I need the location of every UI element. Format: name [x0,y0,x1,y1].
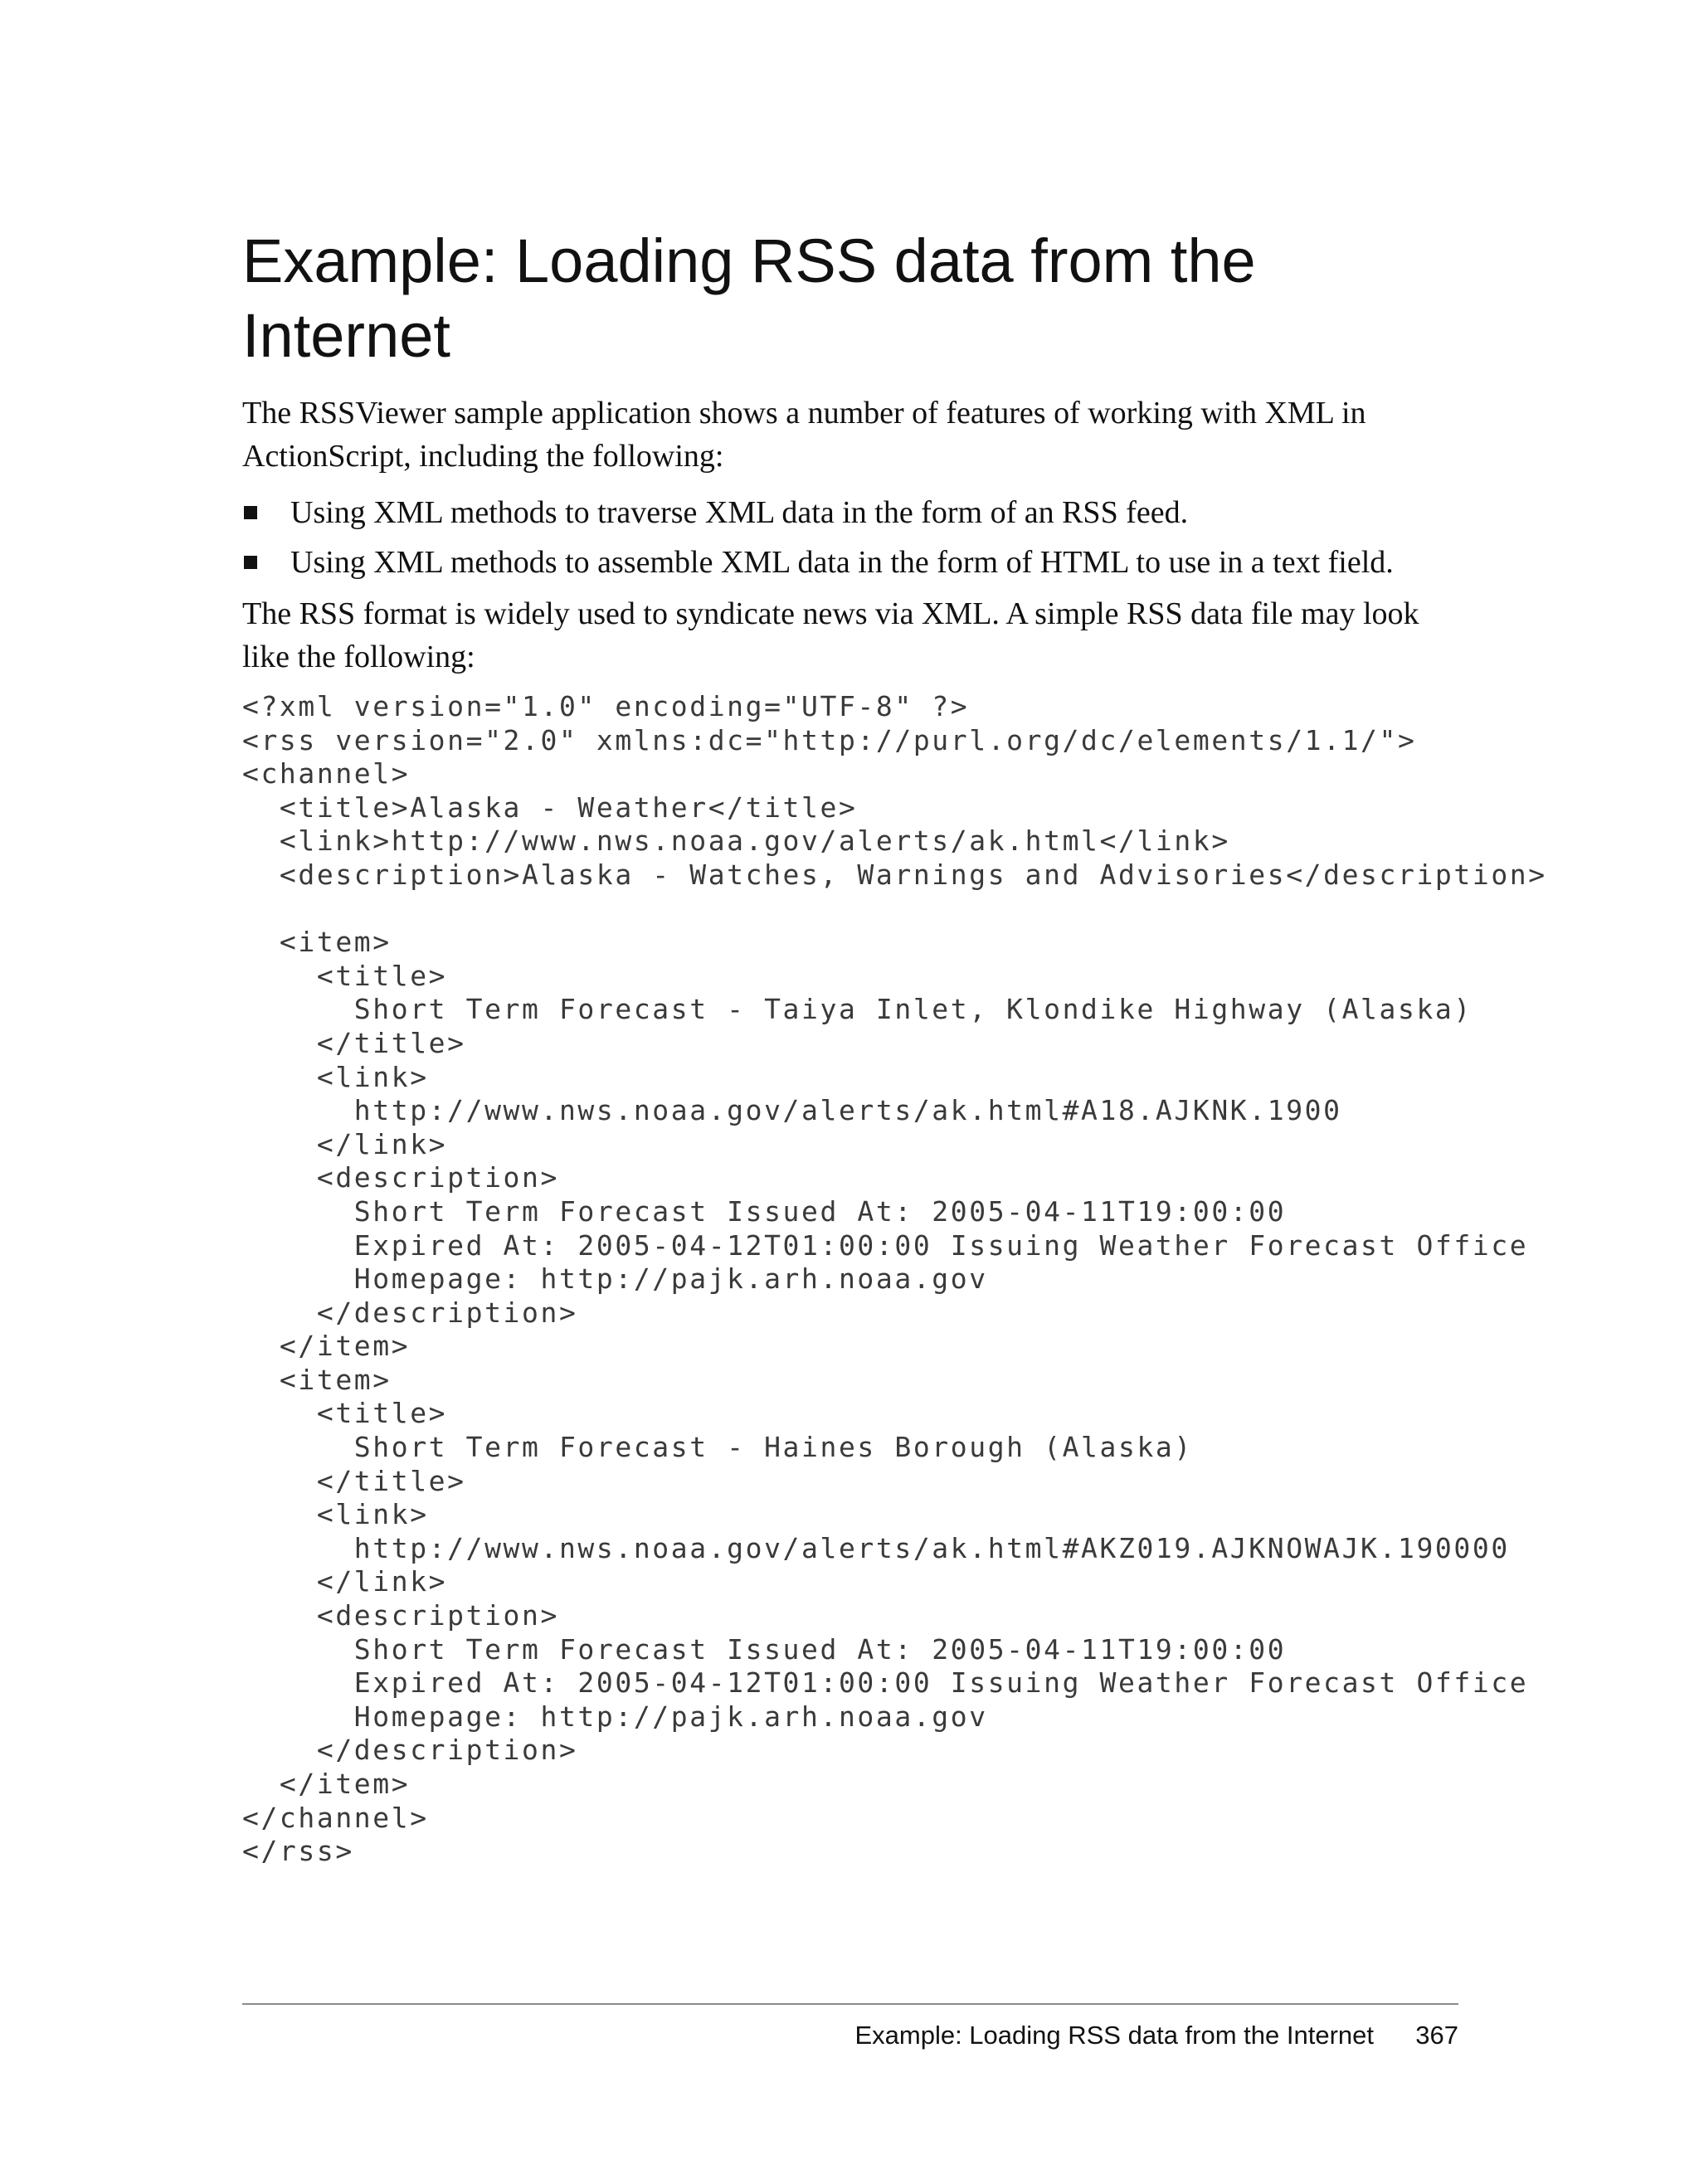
feature-list [242,491,1470,591]
intro-paragraph: The RSSViewer sample application shows a number of features of working with XML in ActionScript, including the following: [242,396,1366,474]
code-line: <description> [242,1599,559,1632]
code-line: <link>http://www.nws.noaa.gov/alerts/ak.html</link> [242,824,1230,858]
list-item [242,541,1470,591]
code-line: <title> [242,1397,448,1430]
code-line: http://www.nws.noaa.gov/alerts/ak.html#AKZ019.AJKNOWAJK.190000 [242,1531,1510,1564]
rss-code-example [242,690,1547,1869]
footer-divider [242,2003,1458,2005]
code-line [242,893,1470,927]
code-line: <description>Alaska - Watches, Warnings and Advisories</description> [242,858,1547,891]
code-line: </title> [242,1464,466,1497]
square-bullet-icon [244,556,257,569]
code-line: Homepage: http://pajk.arh.noaa.gov [242,1262,988,1296]
code-line: <link> [242,1498,429,1531]
code-line: <item> [242,1363,392,1396]
code-line: <title>Alaska - Weather</title> [242,790,858,824]
code-line: </link> [242,1565,448,1598]
code-line: Expired At: 2005-04-12T01:00:00 Issuing Weather Forecast Office [242,1228,1529,1262]
code-line: Expired At: 2005-04-12T01:00:00 Issuing Weather Forecast Office [242,1666,1529,1700]
code-line: </rss> [242,1835,354,1868]
code-line: <?xml version="1.0" encoding="UTF-8" ?> [242,690,970,722]
code-line: http://www.nws.noaa.gov/alerts/ak.html#A18.AJKNK.1900 [242,1094,1342,1127]
code-line: <rss version="2.0" xmlns:dc="http://purl.org/dc/elements/1.1/"> [242,723,1417,756]
code-line: <item> [242,926,392,959]
code-line: </channel> [242,1801,429,1834]
footer-running-title: Example: Loading RSS data from the Internet [854,2021,1374,2050]
code-line: <channel> [242,757,411,790]
code-line: <title> [242,959,448,992]
page-title: Example: Loading RSS data from the Internet [242,226,1256,370]
code-line: Homepage: http://pajk.arh.noaa.gov [242,1700,988,1733]
code-line: </description> [242,1296,578,1329]
page-number: 367 [1415,2021,1458,2050]
format-paragraph: The RSS format is widely used to syndicate news via XML. A simple RSS data file may look like the following: [242,596,1419,674]
code-line: </title> [242,1026,466,1059]
code-line: Short Term Forecast Issued At: 2005-04-11T19:00:00 [242,1632,1287,1666]
code-line: <description> [242,1161,559,1194]
code-line: <link> [242,1060,429,1093]
code-line: Short Term Forecast Issued At: 2005-04-11T19:00:00 [242,1194,1287,1228]
list-item-text: Using XML methods to assemble XML data in the form of HTML to use in a text field. [290,545,1394,580]
code-line: </link> [242,1127,448,1160]
list-item [242,491,1470,541]
code-line: Short Term Forecast - Haines Borough (Alaska) [242,1431,1193,1464]
code-line: </description> [242,1734,578,1767]
code-line: </item> [242,1768,411,1800]
code-line: Short Term Forecast - Taiya Inlet, Klondike Highway (Alaska) [242,993,1473,1026]
square-bullet-icon [244,506,257,519]
list-item-text: Using XML methods to traverse XML data in the form of an RSS feed. [290,495,1189,530]
code-line: </item> [242,1330,411,1363]
